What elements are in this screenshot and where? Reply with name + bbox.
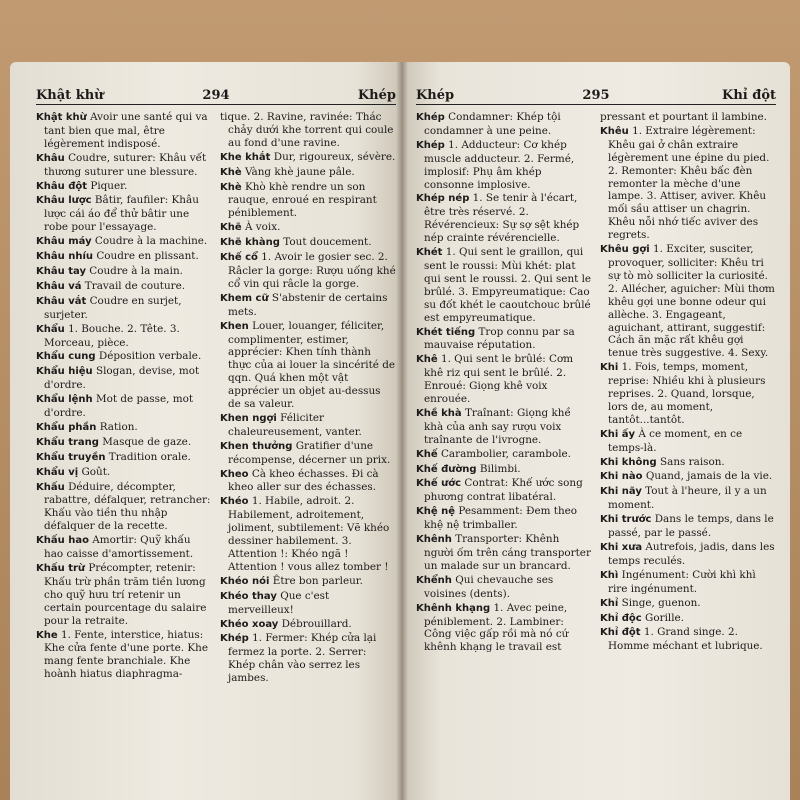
dictionary-entry xyxy=(220,111,396,150)
dictionary-entry xyxy=(220,468,396,495)
dictionary-entry xyxy=(416,111,592,138)
entry-headword: Khâu máy xyxy=(36,236,92,248)
entry-headword: Khênh xyxy=(416,534,452,546)
dictionary-entry xyxy=(220,575,396,589)
entry-definition: 1. Fente, interstice, hiatus: Khe cửa fente d'une porte. Khe mang fente branchiale. Khe hoành hiatus diaphragma- xyxy=(44,628,208,681)
dictionary-entry xyxy=(600,456,776,470)
entry-definition: S'abstenir de certains mets. xyxy=(228,291,388,318)
dictionary-entry xyxy=(600,612,776,626)
entry-headword: Khẩu xyxy=(36,323,65,335)
entry-headword: Khế xyxy=(416,448,438,460)
dictionary-entry xyxy=(600,428,776,455)
open-dictionary xyxy=(10,62,790,800)
dictionary-entry xyxy=(36,562,212,628)
entry-definition: Travail de couture. xyxy=(84,279,186,292)
entry-headword: Khâu đột xyxy=(36,180,88,192)
dictionary-entry xyxy=(416,353,592,406)
entry-definition: Coudre en surjet, surjeter. xyxy=(44,294,182,321)
entry-definition: pressant et pourtant il lambine. xyxy=(600,111,767,123)
right-column-1 xyxy=(416,111,592,655)
left-page-number: 294 xyxy=(202,88,230,103)
entry-definition: 1. Habile, adroit. 2. Habilement, adroitement, joliment, subtilement: Vẽ khéo dessiner habilement. 3. Attention !: Khéo ngã ! Attention ! vous allez tomber ! xyxy=(228,495,390,573)
entry-headword: Khỉ xyxy=(600,597,619,609)
entry-headword: Khi xưa xyxy=(600,542,643,553)
entry-definition: Coudre à la main. xyxy=(89,264,183,277)
entry-headword: Khâu xyxy=(36,152,65,164)
dictionary-entry xyxy=(36,365,212,392)
entry-definition: 1. Adducteur: Cơ khép muscle adducteur. 2. Fermé, implosif: Phụ âm khép consonne implosive. xyxy=(424,138,575,191)
entry-definition: Dur, rigoureux, sévère. xyxy=(273,150,396,163)
dictionary-entry xyxy=(36,481,212,534)
entry-definition: Piquer. xyxy=(90,179,128,192)
dictionary-entry xyxy=(600,513,776,540)
entry-headword: Khâu vắt xyxy=(36,295,87,307)
entry-headword: Khấu hao xyxy=(36,535,89,547)
entry-definition: Débrouillard. xyxy=(281,617,352,630)
entry-definition: 1. Extraire légèrement: Khêu gai ở chân extraire légèrement une épine du pied. 2. Remonter: Khêu bấc đèn remonter la mèche d'une lampe. 3. Attiser, aviver. Khêu mối sầu attiser un chagrin. Khêu nỗi nhớ tiếc aviver des regrets. xyxy=(608,124,770,242)
dictionary-entry xyxy=(36,393,212,420)
entry-definition: Ration. xyxy=(99,420,138,433)
entry-definition: Trop connu par sa mauvaise réputation. xyxy=(424,325,575,352)
left-page xyxy=(10,62,402,800)
entry-definition: Gorille. xyxy=(645,611,684,624)
dictionary-entry xyxy=(416,407,592,447)
dictionary-entry xyxy=(416,448,592,462)
left-column-1 xyxy=(36,111,212,686)
entry-definition: Autrefois, jadis, dans les temps reculés. xyxy=(608,541,775,567)
entry-headword: Khê xyxy=(416,354,438,366)
entry-definition: Qui chevauche ses voisines (dents). xyxy=(424,573,554,600)
entry-headword: Khen ngợi xyxy=(220,412,277,424)
dictionary-entry xyxy=(36,436,212,450)
entry-definition: Déduire, décompter, rabattre, défalquer, retrancher: Khấu vào tiền thu nhập défalquer de la recette. xyxy=(44,480,211,533)
entry-headword: Khấu xyxy=(36,481,65,493)
entry-definition: À ce moment, en ce temps-là. xyxy=(608,427,743,454)
book-gutter xyxy=(396,62,408,800)
dictionary-entry xyxy=(600,470,776,484)
entry-headword: Khi nãy xyxy=(600,486,642,498)
dictionary-entry xyxy=(36,250,212,264)
entry-definition: 1. Se tenir à l'écart, être très réservé. 2. Révérencieux: Sự sợ sệt khép nép crainte révérencielle. xyxy=(424,192,580,245)
entry-definition: Féliciter chaleureusement, vanter. xyxy=(228,411,362,438)
entry-definition: Tradition orale. xyxy=(108,450,191,463)
right-page-number: 295 xyxy=(582,88,610,103)
entry-definition: Ingénument: Cười khì khì rire ingénument. xyxy=(608,568,756,595)
dictionary-entry xyxy=(220,151,396,165)
entry-headword: Khâu vá xyxy=(36,280,82,292)
entry-definition: Dans le temps, dans le passé, par le passé. xyxy=(608,513,774,540)
entry-definition: Coudre en plissant. xyxy=(96,250,199,263)
entry-headword: Khẩu vị xyxy=(36,466,79,478)
right-page xyxy=(402,62,790,800)
dictionary-entry xyxy=(36,152,212,179)
entry-headword: Khế cổ xyxy=(220,252,258,264)
entry-headword: Khéo nói xyxy=(220,575,270,587)
entry-headword: Khép xyxy=(220,633,249,645)
dictionary-entry xyxy=(600,243,776,360)
entry-definition: Que c'est merveilleux! xyxy=(228,589,330,616)
entry-headword: Khi không xyxy=(600,456,657,468)
left-head-last-word: Khép xyxy=(357,88,396,103)
entry-headword: Khét tiếng xyxy=(416,326,476,338)
dictionary-entry xyxy=(220,440,396,467)
dictionary-entry xyxy=(220,495,396,573)
entry-definition: tique. 2. Ravine, ravinée: Thác chảy dưới khe torrent qui coule au fond d'une ravine. xyxy=(220,111,394,149)
entry-definition: 1. Qui sent le graillon, qui sent le roussi: Mùi khét: plat qui sent le roussi. 2. Qui sent le brûlé. 3. Empyreumatique: Cao su đốt khét le caoutchouc brûlé est empyreumatique. xyxy=(424,246,592,324)
entry-headword: Khéo thay xyxy=(220,590,277,602)
entry-headword: Khênh khạng xyxy=(416,602,491,614)
entry-definition: Transporter: Khênh người ốm trên cáng transporter un malade sur un brancard. xyxy=(424,533,591,572)
entry-definition: Gratifier d'une récompense, décerner un prix. xyxy=(228,439,391,466)
dictionary-entry xyxy=(36,451,212,465)
entry-definition: Être bon parleur. xyxy=(272,574,363,587)
dictionary-entry xyxy=(220,221,396,235)
entry-headword: Khề khà xyxy=(416,407,462,419)
entry-definition: Déposition verbale. xyxy=(98,350,202,363)
dictionary-entry xyxy=(416,326,592,353)
dictionary-entry xyxy=(36,180,212,194)
entry-headword: Khem cữ xyxy=(220,292,269,304)
right-column-2 xyxy=(600,111,776,655)
entry-definition: Khò khè rendre un son rauque, enroué en respirant péniblement. xyxy=(228,180,377,220)
entry-headword: Khệ nệ xyxy=(416,506,456,518)
entry-headword: Khểnh xyxy=(416,574,452,586)
entry-definition: 1. Exciter, susciter, provoquer, solliciter: Khêu tri sự tò mò solliciter la curiosité. 2. Allécher, aguicher: Mùi thơm khêu gợi une bonne odeur qui allèche. 3. Engageant, aguichant, attirant, suggestif: Cách ăn mặc rất khêu gợi tenue très suggestive. 4. Sexy. xyxy=(608,243,775,360)
entry-headword: Khép xyxy=(416,139,445,151)
dictionary-entry xyxy=(416,139,592,192)
dictionary-entry xyxy=(36,350,212,364)
entry-headword: Khen thưởng xyxy=(220,440,293,452)
entry-definition: Précompter, retenir: Khấu trừ phần trăm tiền lương cho quỹ hưu trí retenir un certain pourcentage du salaire pour la retraite. xyxy=(44,562,207,627)
dictionary-entry xyxy=(220,166,396,180)
entry-headword: Khẩu truyền xyxy=(36,451,106,463)
dictionary-entry xyxy=(36,265,212,279)
dictionary-entry xyxy=(36,295,212,322)
entry-headword: Khỉ đột xyxy=(600,627,641,639)
right-head-first-word: Khép xyxy=(416,88,455,103)
entry-definition: 1. Avoir le gosier sec. 2. Râcler la gorge: Rượu uống khé cổ vin qui râcle la gorge. xyxy=(228,251,396,290)
entry-definition: Bâtir, faufiler: Khâu lược cái áo để thử bâtir une robe pour l'essayage. xyxy=(44,194,199,234)
dictionary-entry xyxy=(220,590,396,617)
entry-headword: Khấu trừ xyxy=(36,563,86,574)
right-head-last-word: Khỉ đột xyxy=(722,88,776,103)
entry-definition: Singe, guenon. xyxy=(621,596,701,609)
entry-definition: 1. Qui sent le brûlé: Cơm khê riz qui sent le brûlé. 2. Enroué: Giọng khê voix enrouée. xyxy=(424,353,574,406)
dictionary-entry xyxy=(600,111,776,124)
dictionary-entry xyxy=(36,466,212,480)
dictionary-entry xyxy=(416,246,592,324)
entry-definition: Quand, jamais de la vie. xyxy=(645,470,773,483)
entry-headword: Khêu xyxy=(600,125,629,137)
entry-definition: 1. Fois, temps, moment, reprise: Nhiều khi à plusieurs reprises. 2. Quand, lorsque, lors de, au moment, tantôt...tantôt. xyxy=(608,361,766,426)
dictionary-entry xyxy=(416,533,592,573)
entry-headword: Khêu gợi xyxy=(600,244,650,256)
entry-headword: Khật khừ xyxy=(36,112,87,123)
entry-definition: Cà kheo échasses. Đi cà kheo aller sur des échasses. xyxy=(228,467,379,494)
entry-headword: Khi xyxy=(600,362,619,374)
entry-headword: Khâu tay xyxy=(36,265,86,277)
dictionary-entry xyxy=(600,597,776,611)
entry-definition: Tout à l'heure, il y a un moment. xyxy=(608,485,767,512)
dictionary-entry xyxy=(416,602,592,655)
entry-definition: À voix. xyxy=(244,221,281,234)
dictionary-entry xyxy=(416,477,592,504)
entry-headword: Khẽ khàng xyxy=(220,237,280,249)
dictionary-entry xyxy=(220,632,396,685)
entry-definition: 1. Grand singe. 2. Homme méchant et lubrique. xyxy=(608,626,763,653)
entry-definition: Coudre à la machine. xyxy=(94,235,208,248)
entry-definition: Traînant: Giọng khề khà của anh say rượu voix traînante de l'ivrogne. xyxy=(424,406,571,446)
entry-definition: Slogan, devise, mot d'ordre. xyxy=(44,365,200,392)
dictionary-entry xyxy=(416,463,592,477)
entry-headword: Khế ước xyxy=(416,478,462,490)
entry-headword: Khẩu hiệu xyxy=(36,366,93,378)
dictionary-entry xyxy=(600,485,776,512)
entry-definition: Sans raison. xyxy=(660,455,725,468)
entry-definition: Avoir une santé qui va tant bien que mal, être légèrement indisposé. xyxy=(44,111,208,150)
entry-headword: Khe khắt xyxy=(220,151,271,163)
dictionary-entry xyxy=(220,292,396,319)
entry-definition: Coudre, suturer: Khâu vết thương suturer une blessure. xyxy=(44,151,207,178)
entry-headword: Khéo xyxy=(220,496,249,508)
entry-definition: Condamner: Khép tội condamner à une peine. xyxy=(424,111,561,137)
entry-headword: Kheo xyxy=(220,468,249,480)
entry-headword: Khẩu trang xyxy=(36,436,99,448)
dictionary-entry xyxy=(416,574,592,601)
dictionary-entry xyxy=(220,412,396,439)
dictionary-entry xyxy=(36,421,212,435)
entry-headword: Khép xyxy=(416,112,445,123)
entry-headword: Khâu lược xyxy=(36,195,92,207)
entry-headword: Khỉ độc xyxy=(600,612,642,624)
dictionary-entry xyxy=(36,323,212,350)
entry-headword: Khẩu cung xyxy=(36,351,96,363)
entry-headword: Khè xyxy=(220,181,242,193)
dictionary-entry xyxy=(600,361,776,427)
entry-definition: Goût. xyxy=(81,465,111,478)
dictionary-entry xyxy=(36,534,212,561)
entry-headword: Khe xyxy=(36,629,58,641)
entry-definition: Carambolier, carambole. xyxy=(440,447,571,460)
entry-headword: Khét xyxy=(416,247,443,259)
dictionary-entry xyxy=(36,235,212,249)
dictionary-entry xyxy=(416,505,592,532)
dictionary-entry xyxy=(416,192,592,245)
entry-definition: Contrat: Khế ước song phương contrat libatéral. xyxy=(424,477,583,504)
entry-headword: Khen xyxy=(220,320,249,332)
entry-headword: Khẩu lệnh xyxy=(36,394,93,406)
entry-definition: Pesamment: Đem theo khệ nệ trimballer. xyxy=(424,505,578,532)
entry-definition: Vàng khè jaune pâle. xyxy=(244,165,355,178)
entry-definition: Masque de gaze. xyxy=(102,435,192,448)
entry-headword: Khép nép xyxy=(416,193,470,205)
dictionary-entry xyxy=(36,629,212,682)
dictionary-entry xyxy=(600,569,776,596)
dictionary-entry xyxy=(220,236,396,250)
entry-definition: 1. Bouche. 2. Tête. 3. Morceau, pièce. xyxy=(44,322,180,349)
entry-definition: Tout doucement. xyxy=(283,236,372,249)
left-column-2 xyxy=(220,111,396,686)
dictionary-entry xyxy=(36,194,212,234)
dictionary-entry xyxy=(600,626,776,653)
entry-headword: Khi trước xyxy=(600,514,652,526)
dictionary-entry xyxy=(220,251,396,291)
entry-headword: Khì xyxy=(600,569,619,581)
entry-headword: Khè xyxy=(220,166,242,178)
entry-definition: 1. Avec peine, péniblement. 2. Lambiner: Công việc gấp rồi mà nó cứ khênh khạng le travail est xyxy=(424,601,569,654)
dictionary-entry xyxy=(220,618,396,632)
entry-headword: Khéo xoay xyxy=(220,618,279,630)
dictionary-entry xyxy=(600,541,776,568)
dictionary-entry xyxy=(36,111,212,151)
entry-definition: Bilimbi. xyxy=(479,462,521,475)
dictionary-entry xyxy=(220,320,396,411)
entry-definition: Mot de passe, mot d'ordre. xyxy=(44,393,194,420)
entry-headword: Khâu nhíu xyxy=(36,251,94,263)
entry-definition: Amortir: Quỹ khấu hao caisse d'amortissement. xyxy=(44,534,194,561)
entry-headword: Khế đường xyxy=(416,463,477,475)
entry-headword: Khi ấy xyxy=(600,428,636,440)
left-running-head xyxy=(36,84,396,105)
entry-headword: Khi nào xyxy=(600,471,643,483)
entry-headword: Khẽ xyxy=(220,222,242,234)
entry-headword: Khẩu phần xyxy=(36,421,97,433)
dictionary-entry xyxy=(600,125,776,242)
dictionary-entry xyxy=(36,280,212,294)
dictionary-entry xyxy=(220,181,396,221)
right-running-head xyxy=(416,84,776,105)
left-head-first-word: Khật khừ xyxy=(36,88,104,103)
entry-definition: 1. Fermer: Khép cửa lại fermez la porte. 2. Serrer: Khép chân vào serrez les jambes. xyxy=(228,632,377,685)
entry-definition: Louer, louanger, féliciter, complimenter, estimer, apprécier: Khen tính thành thực của ai louer la sincérité de qqn. Quá khen một vật apprécier un objet au-dessus de sa valeur. xyxy=(228,319,396,411)
